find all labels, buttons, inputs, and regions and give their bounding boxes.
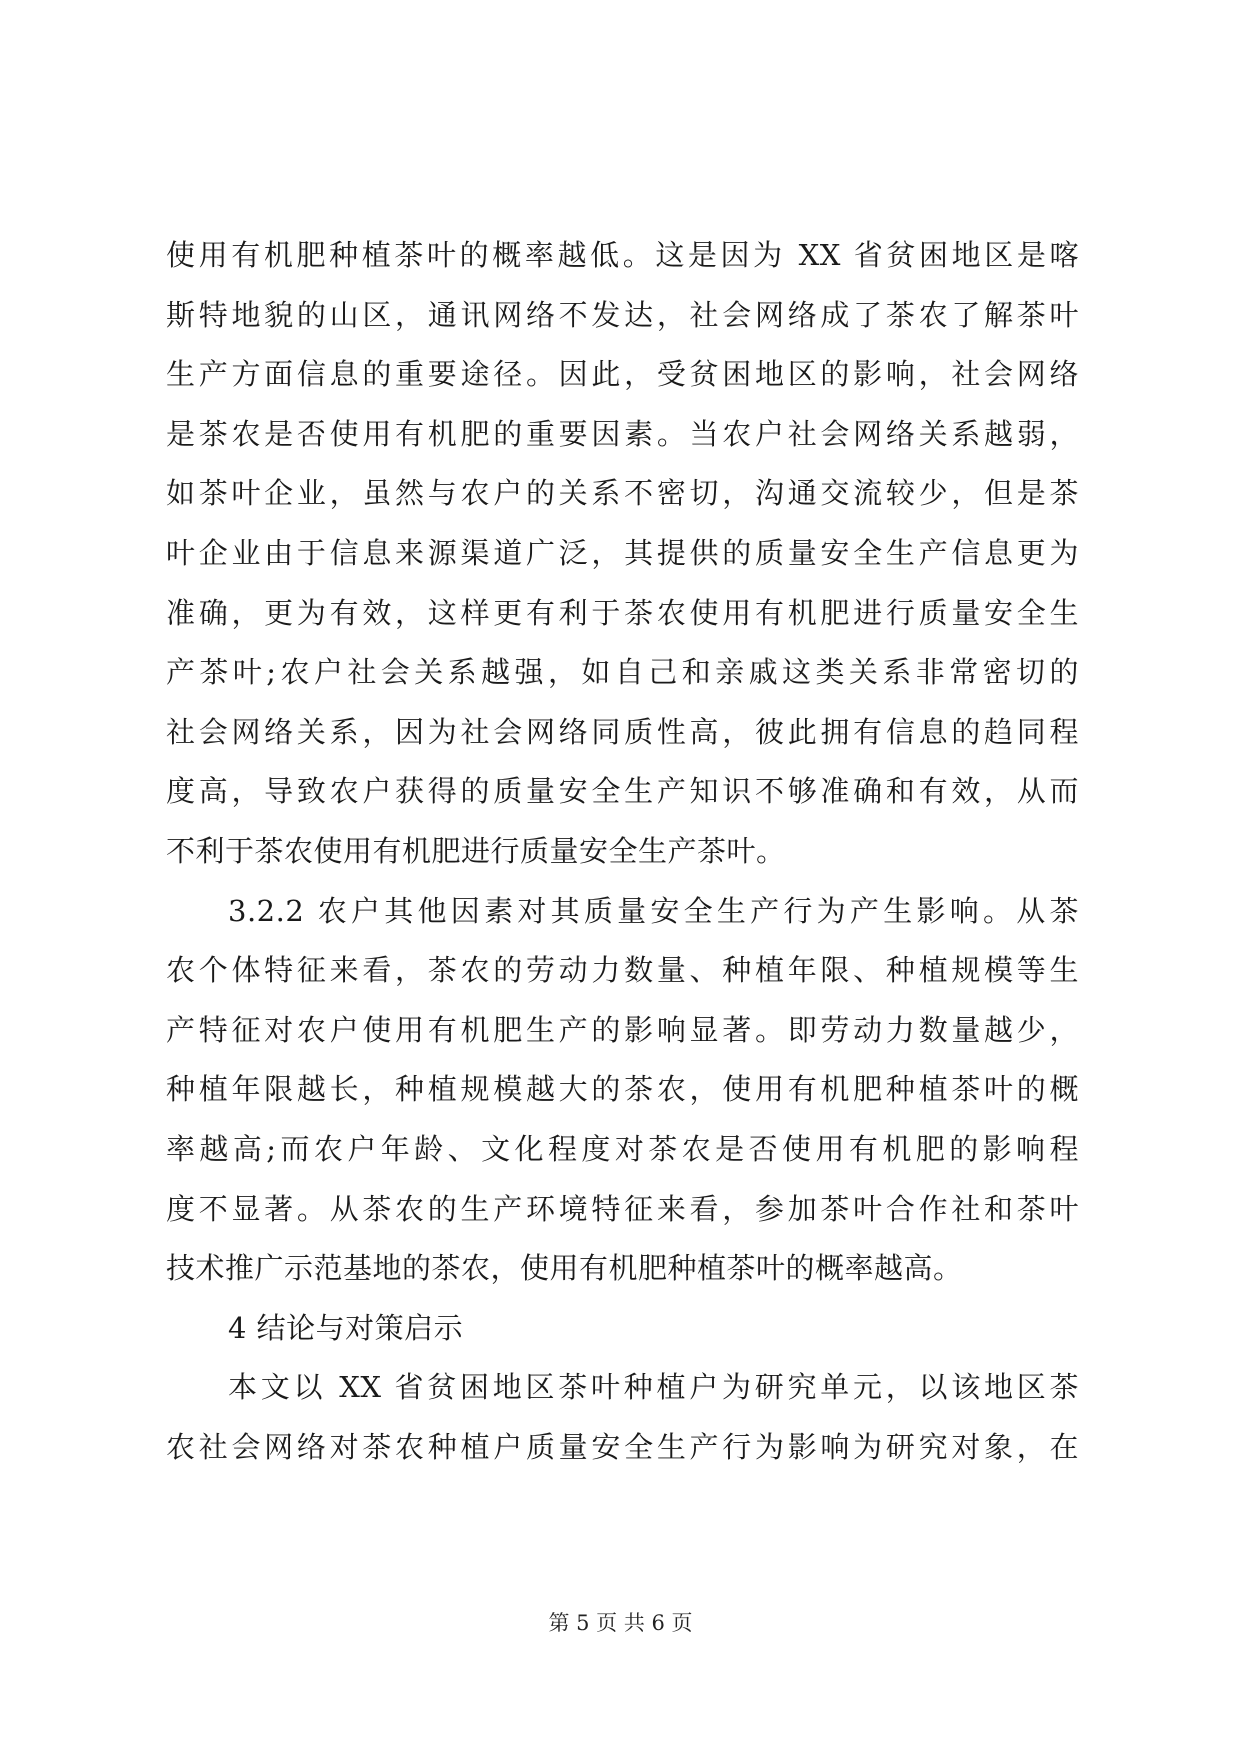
paragraph-line: 准确，更为有效，这样更有利于茶农使用有机肥进行质量安全生: [166, 595, 1079, 630]
paragraph-line: 农个体特征来看，茶农的劳动力数量、种植年限、种植规模等生: [166, 953, 1079, 988]
paragraph-line: 如茶叶企业，虽然与农户的关系不密切，沟通交流较少，但是茶: [166, 476, 1079, 511]
paragraph-line: 3.2.2 农户其他因素对其质量安全生产行为产生影响。从茶: [228, 893, 1079, 928]
section-heading: 4 结论与对策启示: [228, 1310, 464, 1345]
paragraph-line: 产特征对农户使用有机肥生产的影响显著。即劳动力数量越少，: [166, 1012, 1079, 1047]
paragraph-line: 本文以 XX 省贫困地区茶叶种植户为研究单元，以该地区茶: [228, 1370, 1079, 1405]
paragraph-line: 度不显著。从茶农的生产环境特征来看，参加茶叶合作社和茶叶: [166, 1191, 1079, 1226]
paragraph-line: 产茶叶;农户社会关系越强，如自己和亲戚这类关系非常密切的: [166, 655, 1079, 690]
paragraph-line: 斯特地貌的山区，通讯网络不发达，社会网络成了茶农了解茶叶: [166, 297, 1079, 332]
paragraph-line: 不利于茶农使用有机肥进行质量安全生产茶叶。: [166, 833, 786, 868]
paragraph-line: 农社会网络对茶农种植户质量安全生产行为影响为研究对象，在: [166, 1429, 1079, 1464]
paragraph-line: 技术推广示范基地的茶农，使用有机肥种植茶叶的概率越高。: [166, 1251, 963, 1286]
page-number-footer: 第 5 页 共 6 页: [548, 1611, 693, 1635]
paragraph-line: 率越高;而农户年龄、文化程度对茶农是否使用有机肥的影响程: [166, 1131, 1079, 1166]
paragraph-line: 使用有机肥种植茶叶的概率越低。这是因为 XX 省贫困地区是喀: [166, 238, 1079, 272]
paragraph-line: 生产方面信息的重要途径。因此，受贫困地区的影响，社会网络: [166, 357, 1079, 392]
paragraph-line: 社会网络关系，因为社会网络同质性高，彼此拥有信息的趋同程: [166, 714, 1079, 749]
paragraph-line: 度高，导致农户获得的质量安全生产知识不够准确和有效，从而: [166, 774, 1079, 809]
paragraph-line: 种植年限越长，种植规模越大的茶农，使用有机肥种植茶叶的概: [166, 1072, 1079, 1107]
body-text: [166, 226, 1079, 1477]
paragraph-line: 叶企业由于信息来源渠道广泛，其提供的质量安全生产信息更为: [166, 535, 1079, 570]
paragraph-line: 是茶农是否使用有机肥的重要因素。当农户社会网络关系越弱，: [166, 416, 1079, 451]
